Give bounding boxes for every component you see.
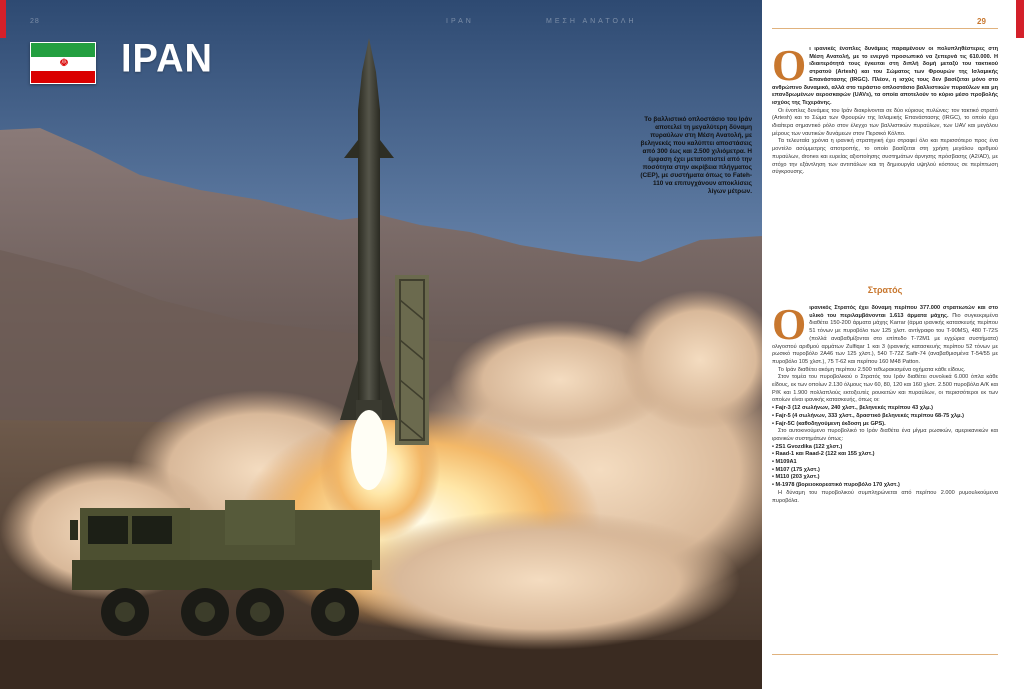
text-page-right: [762, 0, 1024, 689]
army-column: [772, 300, 998, 505]
artillery-intro: Στο αυτοκινούμενο πυροβολικό το Ιράν διαθέτει ένα μίγμα ρωσικών, αμερικανικών και ιρανικών συστημάτων όπως:: [772, 428, 998, 442]
army-paragraph-2: Το Ιράν διαθέτει ακόμη περίπου 2.500 τεθωρακισμένα οχήματα κάθε είδους.: [778, 366, 966, 373]
list-item: • Fajr-3 (12 σωλήνων, 240 χλστ., βεληνεκές περίπου 43 χλμ.): [772, 405, 933, 412]
intro-column: [772, 41, 998, 177]
header-rule: [772, 28, 998, 29]
page-tab-marker-right: [1016, 0, 1024, 38]
launcher-truck: [70, 500, 380, 636]
intro-lead: ι ιρανικές ένοπλες δυνάμεις παραμένουν οι πολυπληθέστερες στη Μέση Ανατολή, με το ενεργό προσωπικό να ξεπερνά τις 610.000. Η ιδιαιτερότητά τους έγκειται στη διπλή δομή μεταξύ του τακτικού στρατού (Artesh) και του Σώματος των Φρουρών της Ισλαμικής Επανάστασης (IRGC). Πλέον, η ισχύς τους δεν βασίζεται μόνο στο ανθρώπινο δυναμικό, αλλά στο τεράστιο οπλοστάσιο βαλλιστικών πυραύλων και μη επανδρωμένων αεροσκαφών (UAVs), τα οποία αποτελούν το κύριο μέσο προβολής ισχύος της Τεχεράνης.: [772, 46, 998, 106]
army-paragraph-3: Στον τομέα του πυροβολικού ο Στρατός του Ιράν διαθέτει συνολικά 6.000 όπλα κάθε είδους, εκ των οποίων 2.130 όλμους των 60, 80, 120 και 160 χλστ. 2.500 πυροβόλα Α/Κ και Ρ/Κ και 1.900 πολλαπλούς εκτοξευτές ρουκετών και πυραύλων, οι περισσότεροι εκ των οποίων είναι ιρανικής κατασκευής, όπως οι:: [772, 374, 998, 404]
list-item: • M-1978 (βορειοκορεατικό πυροβόλο 170 χλστ.): [772, 482, 900, 489]
list-item: • Raad-1 και Raad-2 (122 και 155 χλστ.): [772, 451, 875, 458]
list-item: • M110 (203 χλστ.): [772, 474, 820, 481]
photo-caption: Το βαλλιστικό οπλοστάσιο του Ιράν αποτελεί τη μεγαλύτερη δύναμη πυραύλων στη Μέση Ανατολή, με βεληνεκές που καλύπτει αποστάσεις από 300 έως και 2.500 χιλιόμετρα. Η έμφαση έχει μετατοπιστεί από την ποσότητα στην ακρίβεια πλήγματος (CEP), με συστήματα όπως το Fateh-110 να επιτυγχάνουν αποκλίσεις λίγων μέτρων.: [640, 116, 752, 195]
country-title: ΙΡΑΝ: [121, 36, 213, 82]
intro-paragraph-2: Οι ένοπλες δυνάμεις του Ιράν διακρίνονται σε δύο κύριους πυλώνες: τον τακτικό στρατό (Artesh) και το Σώμα των Φρουρών της Ισλαμικής Επανάστασης (IRGC), το οποίο έχει ιδιαίτερα σημαντικό ρόλο στον έλεγχο των βαλλιστικών πυραύλων, των UAV και μεγάλου μέρους των ναυτικών δυνάμεων στον Περσικό Κόλπο.: [772, 107, 998, 137]
list-item: • M107 (175 χλστ.): [772, 466, 820, 473]
running-head-country: ΙΡΑΝ: [446, 18, 474, 25]
intro-paragraph-3: Τα τελευταία χρόνια η ιρανική στρατηγική έχει στραφεί όλο και περισσότερο προς ένα μοντέλο ασύμμετρης αποτροπής, το οποίο βασίζεται στη χρήση μεγάλου αριθμού πυραύλων, drones και ευρείας αξιοποίησης συστημάτων άρνησης πρόσβασης (A2/AD), με στόχο την εξάντληση των αντιπάλων και τη δημιουργία υψηλού κόστους σε περίπτωση σύγκρουσης.: [772, 138, 998, 176]
list-item: • M109A1: [772, 459, 797, 466]
section-heading-army: Στρατός: [867, 285, 903, 295]
army-lead: ιρανικός Στρατός έχει δύναμη περίπου 377.000 στρατιωτών και στο υλικό του περιλαμβάνονται 1.613 άρματα μάχης.: [809, 305, 998, 319]
running-head-region: ΜΕΣΗ ΑΝΑΤΟΛΗ: [546, 18, 637, 25]
page-number-left: 28: [30, 18, 40, 25]
page-number-right: 29: [977, 17, 986, 26]
dropcap-army: Ο: [772, 300, 807, 349]
dropcap: Ο: [772, 41, 807, 90]
closing-paragraph: Η δύναμη του πυροβολικού συμπληρώνεται από περίπου 2.000 ρυμουλκούμενα πυροβόλα.: [772, 489, 998, 504]
army-paragraph-1: Πιο συγκεκριμένα διαθέτει 150-200 άρματα μάχης Karrar (άρμα ιρανικής κατασκευής περίπου 51 τόνων με πυροβόλο των 125 χλστ. αντίγραφο του T-90MS), 480 T-72S (πολλά αναβαθμίζονται στο επίπεδο T-72M1 με εγχώρια συστήματα) ολιγοστού αριθμού αρμάτων Zulfiqar 1 και 3 (ιρανικής κατασκευής περίπου 52 τόνων με ρωσικό πυροβόλο 2A46 των 125 χλστ.), 540 T-72Z Safir-74 (αναβαθμισμένα T-54/55 με πυροβόλο 105 χλστ.), 75 T-62 και περίπου 160 M48 Patton.: [772, 312, 998, 365]
list-item: • 2S1 Gvozdika (122 χλστ.): [772, 443, 843, 450]
list-item: • Fajr-5 (4 σωλήνων, 333 χλστ., δραστικό βεληνεκές περίπου 68-75 χλμ.): [772, 412, 964, 419]
footer-rule: [772, 654, 998, 655]
list-item: • Fajr-5C (καθοδηγούμενη έκδοση με GPS).: [772, 420, 886, 427]
page-tab-marker: [0, 0, 6, 38]
iran-flag-icon: ☫: [30, 42, 96, 84]
